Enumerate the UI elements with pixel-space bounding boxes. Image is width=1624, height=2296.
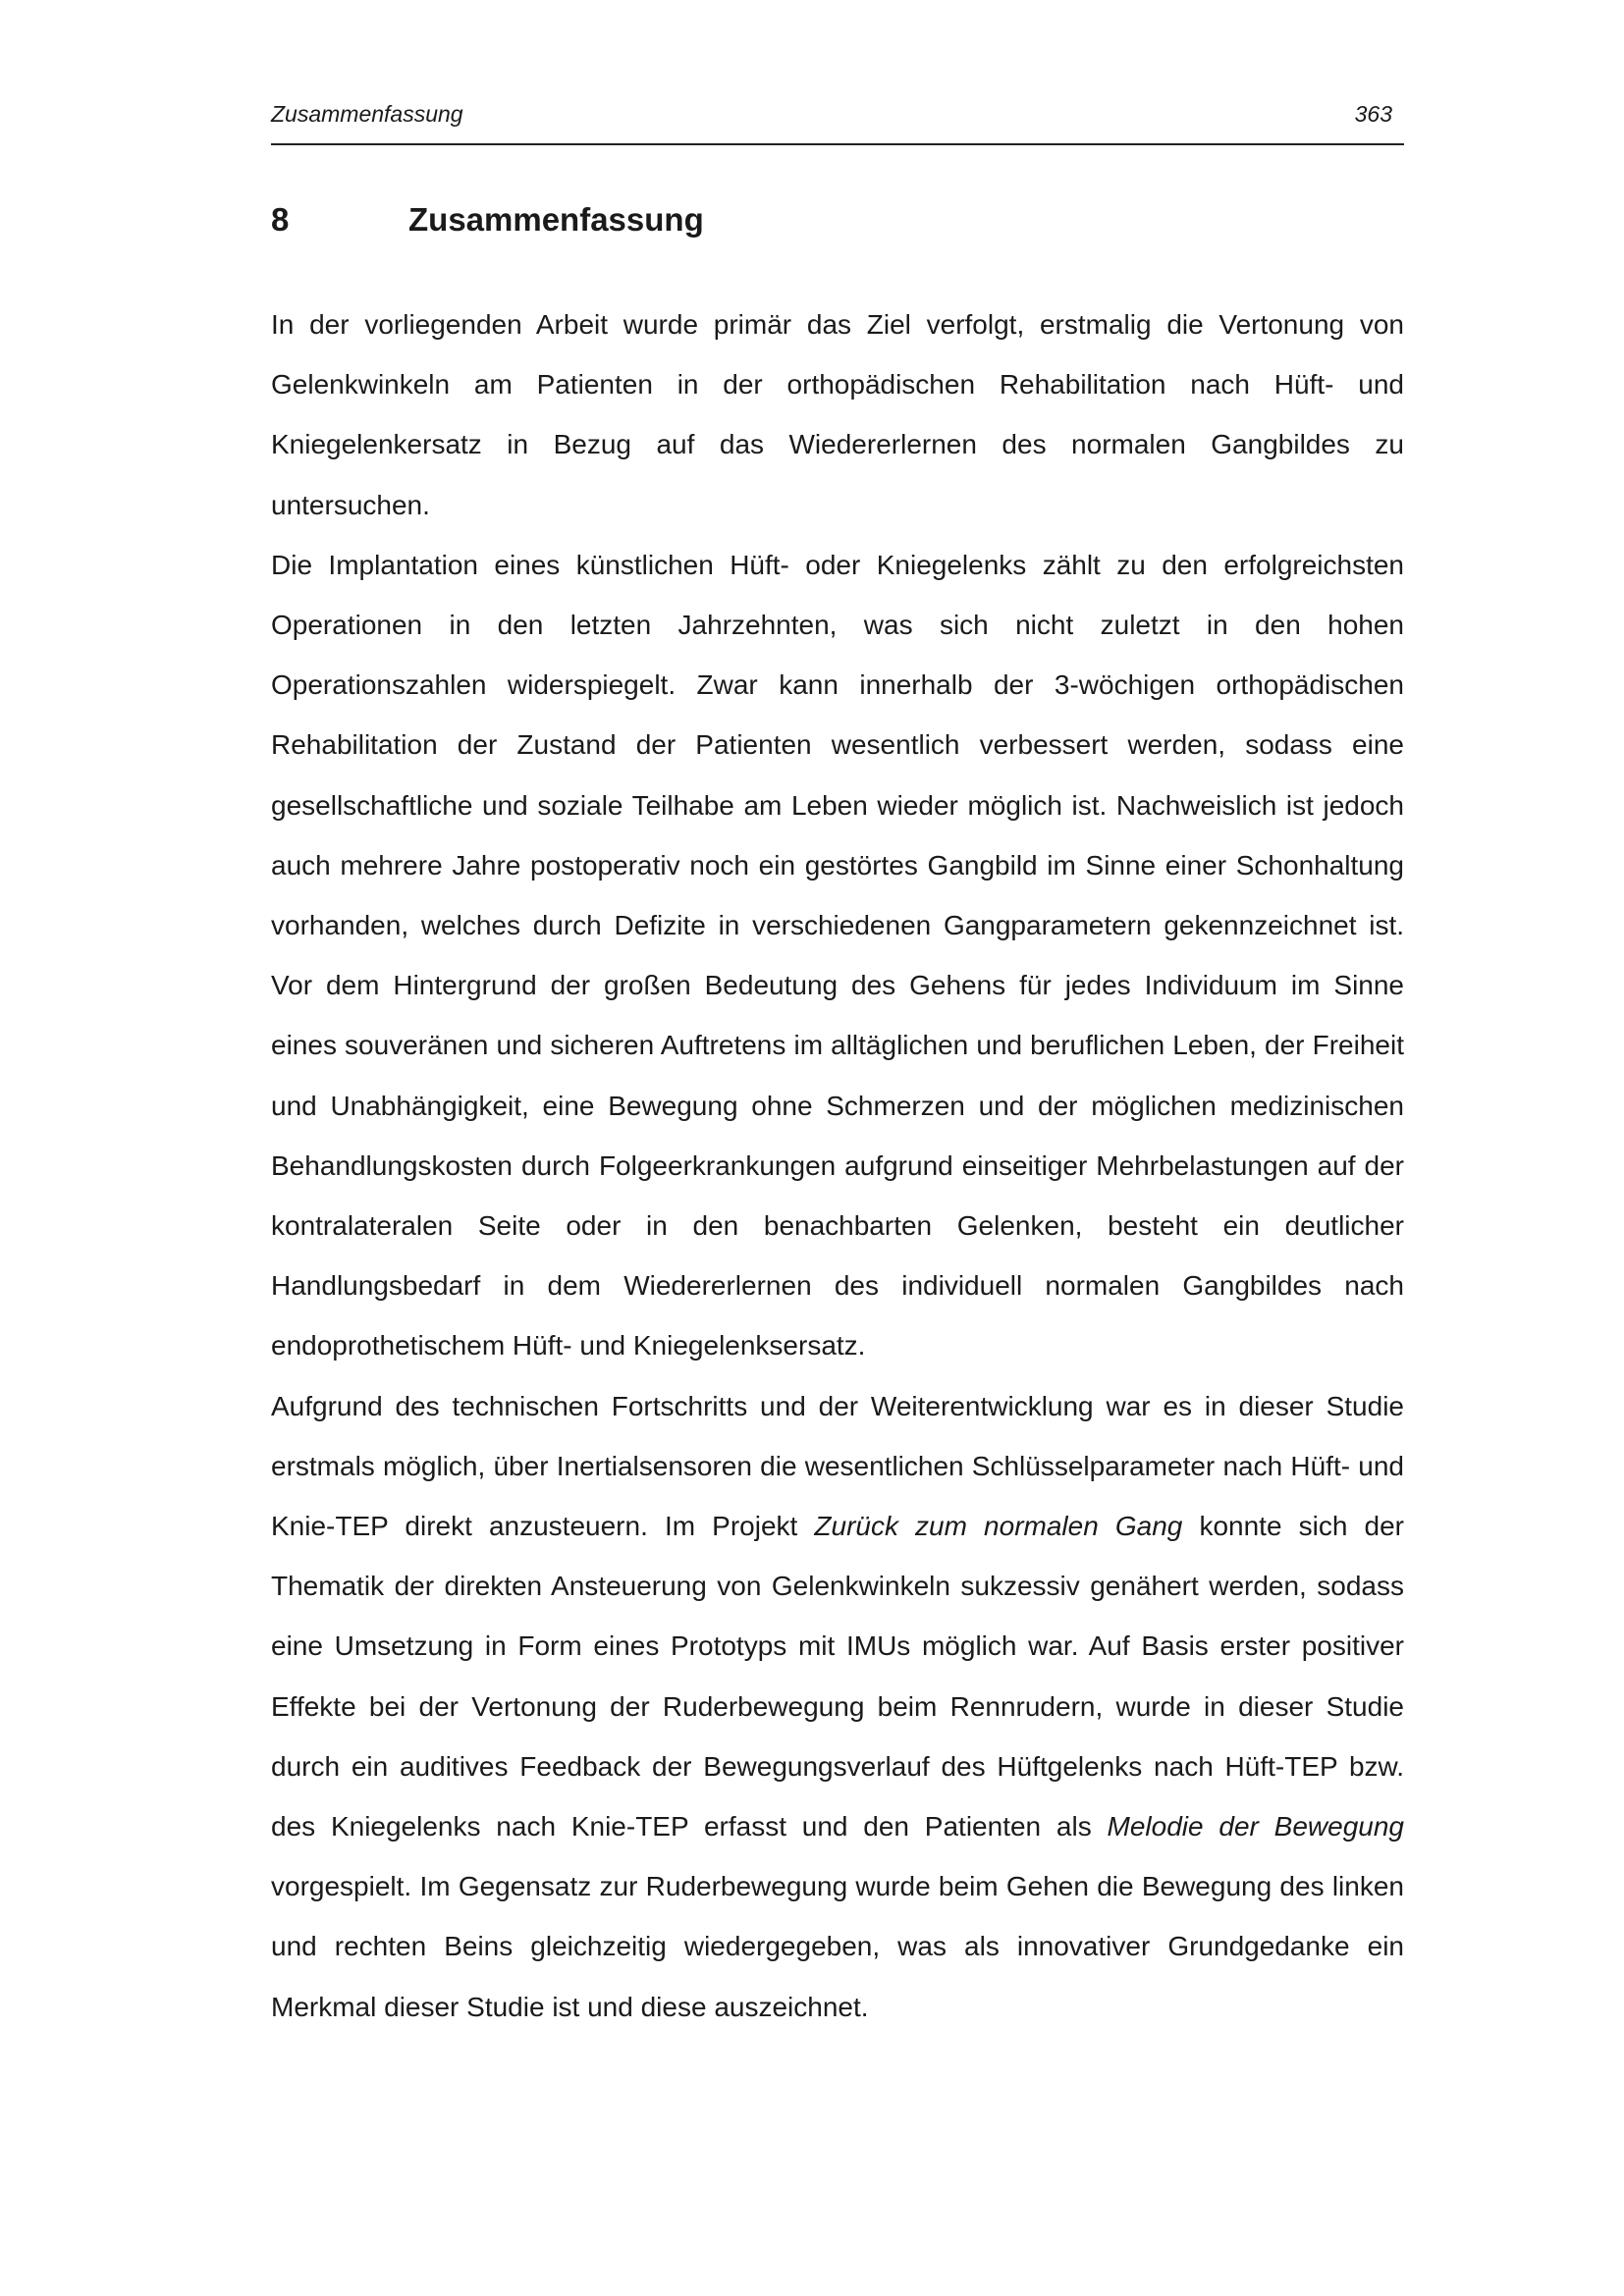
chapter-heading xyxy=(271,196,1404,243)
paragraph-method xyxy=(271,1376,1404,2037)
running-header xyxy=(271,98,1404,145)
chapter-number: 8 xyxy=(271,201,290,238)
paragraph-method-text-1: Aufgrund des technischen Fortschritts und der Weiterentwicklung war es in dieser Studie erstmals möglich, über Inertialsensoren die wesentlichen Schlüsselparameter nach Hüft- und Knie-TEP direkt anzusteuern. Im Projekt xyxy=(271,1390,1404,1542)
paragraph-background: Die Implantation eines künstlichen Hüft- oder Kniegelenks zählt zu den erfolgreichsten Operationen in den letzten Jahrzehnten, was sich nicht zuletzt in den hohen Operationszahlen widerspiegelt. Zwar kann innerhalb der 3-wöchigen orthopädischen Rehabilitation der Zustand der Patienten wesentlich verbessert werden, sodass eine gesellschaftliche und soziale Teilhabe am Leben wieder möglich ist. Nachweislich ist jedoch auch mehrere Jahre postoperativ noch ein gestörtes Gangbild im Sinne einer Schonhaltung vorhanden, welches durch Defizite in verschiedenen Gangparametern gekennzeichnet ist. Vor dem Hintergrund der großen Bedeutung des Gehens für jedes Individuum im Sinne eines souveränen und sicheren Auftretens im alltäglichen und beruflichen Leben, der Freiheit und Unabhängigkeit, eine Bewegung ohne Schmerzen und der möglichen medizinischen Behandlungskosten durch Folgeerkrankungen aufgrund einseitiger Mehrbelastungen auf der kontralateralen Seite oder in den benachbarten Gelenken, besteht ein deutlicher Handlungsbedarf in dem Wiedererlernen des individuell normalen Gangbildes nach endoprothetischem Hüft- und Kniegelenksersatz. xyxy=(271,549,1404,1362)
melody-term: Melodie der Bewegung xyxy=(1107,1811,1404,1842)
running-header-title: Zusammenfassung xyxy=(271,101,463,127)
page-number: 363 xyxy=(1354,101,1392,127)
paragraph-method-text-3: vorgespielt. Im Gegensatz zur Ruderbewegung wurde beim Gehen die Bewegung des linken und rechten Beins gleichzeitig wiedergegeben, was als innovativer Grundgedanke ein Merkmal dieser Studie ist und diese auszeichnet. xyxy=(271,1871,1404,2022)
paragraph-aim: In der vorliegenden Arbeit wurde primär das Ziel verfolgt, erstmalig die Vertonung von Gelenkwinkeln am Patienten in der orthopädischen Rehabilitation nach Hüft- und Kniegelenkersatz in Bezug auf das Wiedererlernen des normalen Gangbildes zu untersuchen. xyxy=(271,309,1404,520)
project-name: Zurück zum normalen Gang xyxy=(814,1511,1183,1542)
chapter-title: Zusammenfassung xyxy=(408,201,704,238)
paragraph-method-text-2: konnte sich der Thematik der direkten Ansteuerung von Gelenkwinkeln sukzessiv genähert werden, sodass eine Umsetzung in Form eines Prototyps mit IMUs möglich war. Auf Basis erster positiver Effekte bei der Vertonung der Ruderbewegung beim Rennrudern, wurde in dieser Studie durch ein auditives Feedback der Bewegungsverlauf des Hüftgelenks nach Hüft-TEP bzw. des Kniegelenks nach Knie-TEP erfasst und den Patienten als xyxy=(271,1511,1404,1842)
body-text xyxy=(271,294,1404,2037)
